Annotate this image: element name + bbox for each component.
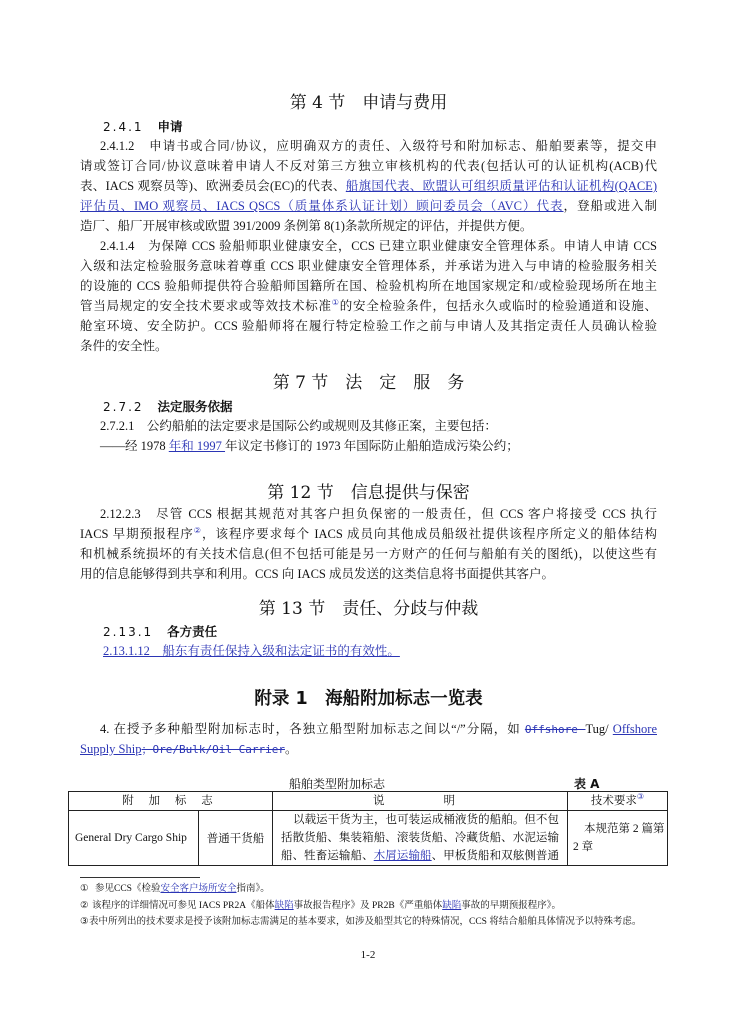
clause-2-4-1-4-line: [80, 316, 657, 336]
text-segment: 表、IACS 观察员等)、欧洲委员会(EC)的代表、: [80, 179, 346, 193]
text-segment: 造厂、船厂开展审核或欧盟 391/2009 条例第 8(1)条款所规定的评估，并提供方便。: [80, 219, 533, 233]
text-segment: Tug/: [585, 722, 613, 736]
text-segment: 和机械系统损坏的有关技术信息(但不包括可能是另一方财产的任何与船舶有关的图纸)，以使这些有: [80, 547, 657, 561]
inserted-text: Supply Ship: [80, 742, 142, 756]
table-header-row: [69, 792, 668, 811]
text-segment: 入级和法定检验服务意味着尊重 CCS 职业健康安全管理体系，并承诺为进入与申请的检验服务相关: [80, 259, 657, 273]
text-segment: 括散货船、集装箱船、滚装货船、冷藏货船、水泥运输: [281, 832, 559, 844]
text-segment: 管当局规定的安全技术要求或等效技术标准: [80, 299, 332, 313]
clause-2-4-1-2-line: [100, 136, 657, 156]
text-segment: ，该程序要求每个 IACS 成员向其他成员船级社提供该程序所定义的船体结构: [201, 527, 658, 541]
inserted-text: 船旗国代表、欧盟认可组织质量评估和认证机构(QACE): [345, 179, 657, 193]
text-segment: 船、牲畜运输船、: [281, 850, 374, 862]
text-segment: 2.4.1.2 申请书或合同/协议，应明确双方的责任、入级符号和附加标志、船舶要素等，提交申: [100, 139, 657, 153]
section-7-heading: 第 7 节 法 定 服 务: [272, 373, 465, 393]
description-line: [281, 847, 559, 865]
footnote-3: [80, 915, 641, 929]
inserted-text: 2.13.1.12 船东有责任保持入级和法定证书的有效性。: [103, 644, 400, 658]
text-segment: 表中所列出的技术要求是授予该附加标志需满足的基本要求，如涉及船型其它的特殊情况，CCS 将结合船舶具体情况予以特殊考虑。: [89, 917, 642, 927]
text-segment: ，登船或进入制: [563, 199, 657, 213]
table-row: [69, 811, 668, 866]
footnote-2: [80, 899, 561, 913]
text-segment: 。: [284, 742, 298, 756]
section-13-heading: 第 13 节 责任、分歧与仲裁: [258, 599, 479, 619]
clause-2-4-1-2-line: [80, 176, 657, 196]
inserted-text: Offshore: [612, 722, 657, 736]
clause-2-12-2-3-line: [80, 524, 657, 544]
clause-2-12-2-3-line: [80, 544, 657, 564]
table-label: 表 A: [574, 777, 600, 791]
article-title: 法定服务依据: [157, 399, 233, 414]
clause-2-4-1-2-line: [80, 156, 657, 176]
header-notation-text: 附 加 标 志: [122, 794, 219, 807]
footnote-separator: [80, 877, 200, 878]
text-segment: 2.12.2.3 尽管 CCS 根据其规范对其客户担负保密的一般责任，但 CCS 客户将接受 CCS 执行: [100, 507, 657, 521]
text-segment: 年议定书修订的 1973 年国际防止船舶造成污染公约；: [225, 439, 519, 453]
header-description-text: 说 明: [373, 794, 467, 807]
inserted-text: 缺陷: [274, 901, 294, 911]
notation-description: [273, 811, 568, 866]
page-number: 1-2: [360, 949, 376, 961]
header-requirements-text: 技术要求: [590, 794, 637, 807]
article-title: 申请: [157, 119, 183, 134]
footnote-mark: ②: [80, 901, 89, 911]
requirements-line: 本规范第 2 篇第: [584, 823, 665, 835]
notation-chinese: 普通干货船: [199, 811, 273, 866]
inserted-text: 安全客户场所安全: [160, 884, 237, 894]
text-segment: 参见CCS《检验: [95, 884, 161, 894]
clause-2-4-1-4-line: [100, 236, 657, 256]
text-segment: 的设施的 CCS 验船师提供符合验船师国籍所在国、检验机构所在地国家规定和/或检验现场所在地主: [80, 279, 657, 293]
table-caption: 船舶类型附加标志: [289, 777, 386, 791]
header-requirements: [568, 792, 668, 811]
footnote-mark: ③: [80, 917, 89, 927]
clause-2-12-2-3-line: [80, 564, 657, 584]
text-segment: 条件的安全性。: [80, 339, 168, 353]
article-number: 2.13.1: [103, 625, 154, 639]
text-segment: 指南》。: [236, 884, 270, 894]
article-2-13-1-heading: [103, 622, 217, 642]
text-segment: ——经 1978: [100, 439, 169, 453]
inserted-text: 缺陷: [442, 901, 462, 911]
description-line: [281, 811, 559, 829]
deleted-text: ；Ore/Bulk/Oil Carrier: [141, 743, 285, 756]
clause-2-4-1-2-line: [80, 196, 657, 216]
section-12-heading: 第 12 节 信息提供与保密: [267, 483, 470, 503]
text-segment: 该程序的详细情况可参见 IACS PR2A《船体: [92, 901, 275, 911]
text-segment: 用的信息能够得到共享和利用。CCS 向 IACS 成员发送的这类信息将书面提供其客户。: [80, 567, 554, 581]
footnote-ref-1: ①: [331, 297, 340, 307]
description-line: [281, 829, 559, 847]
footnote-1: [80, 882, 270, 896]
clause-2-4-1-4-line: [80, 256, 657, 276]
clause-2-4-1-2-line: [80, 216, 657, 236]
article-number: 2.7.2: [103, 400, 144, 414]
text-segment: 4. 在授予多种船型附加标志时，各独立船型附加标志之间以“/”分隔，如: [100, 722, 525, 736]
deleted-text: Offshore: [524, 723, 586, 736]
convention-item-line: [100, 436, 657, 456]
text-segment: 请或签订合同/协议意味着申请人不反对第三方独立审核机构的代表(包括认可的认证机构(ACB)代: [80, 159, 657, 173]
text-segment: 舱室环境、安全防护。CCS 验船师将在履行特定检验工作之前与申请人及其指定责任人员确认检验: [80, 319, 657, 333]
clause-2-12-2-3-line: [100, 504, 657, 524]
clause-2-4-1-4-line: [80, 296, 657, 316]
footnote-ref-3: ③: [636, 791, 645, 801]
clause-2-7-2-1-line: 2.7.2.1 公约船舶的法定要求是国际公约或规则及其修正案，主要包括：: [100, 419, 497, 433]
section-4-heading: 第 4 节 申请与费用: [289, 93, 448, 113]
inserted-text: 年和 1997: [168, 439, 226, 453]
article-2-4-1-heading: [103, 117, 183, 137]
header-description: [273, 792, 568, 811]
clause-2-4-1-4-line: [80, 336, 657, 356]
note-4-line: [80, 739, 657, 759]
inserted-text: 木屑运输船: [373, 850, 432, 862]
text-segment: IACS 早期预报程序: [80, 527, 194, 541]
clause-2-13-1-12-line: [103, 641, 657, 661]
article-2-7-2-heading: [103, 397, 233, 417]
text-segment: 2.4.1.4 为保障 CCS 验船师职业健康安全，CCS 已建立职业健康安全管理体系。申请人申请 CCS: [100, 239, 657, 253]
inserted-text: 评估员、IMO 观察员、IACS QSCS（质量体系认证计划）顾问委员会（AVC）代表: [80, 199, 564, 213]
clause-2-4-1-4-line: [80, 276, 657, 296]
technical-requirements: [568, 811, 668, 866]
note-4-line: [100, 719, 657, 739]
text-segment: 的安全检验条件，包括永久或临时的检验通道和设施、: [339, 299, 657, 313]
appendix-1-heading: 附录 1 海船附加标志一览表: [254, 689, 483, 709]
header-notation: [69, 792, 273, 811]
text-segment: 以载运干货为主，也可装运成桶液货的船舶。但不包: [293, 814, 559, 826]
ship-type-notation-table: [68, 791, 668, 866]
article-number: 2.4.1: [103, 120, 144, 134]
article-title: 各方责任: [167, 624, 218, 639]
text-segment: 事故报告程序》及 PR2B《严重船体: [293, 901, 443, 911]
footnote-ref-2: ②: [193, 525, 202, 535]
footnote-mark: ①: [80, 884, 89, 894]
text-segment: 、甲板货船和双舷侧普通: [431, 850, 560, 862]
notation-english: General Dry Cargo Ship: [69, 811, 199, 866]
requirements-line: 2 章: [573, 841, 594, 853]
text-segment: 事故的早期预报程序》。: [461, 901, 562, 911]
